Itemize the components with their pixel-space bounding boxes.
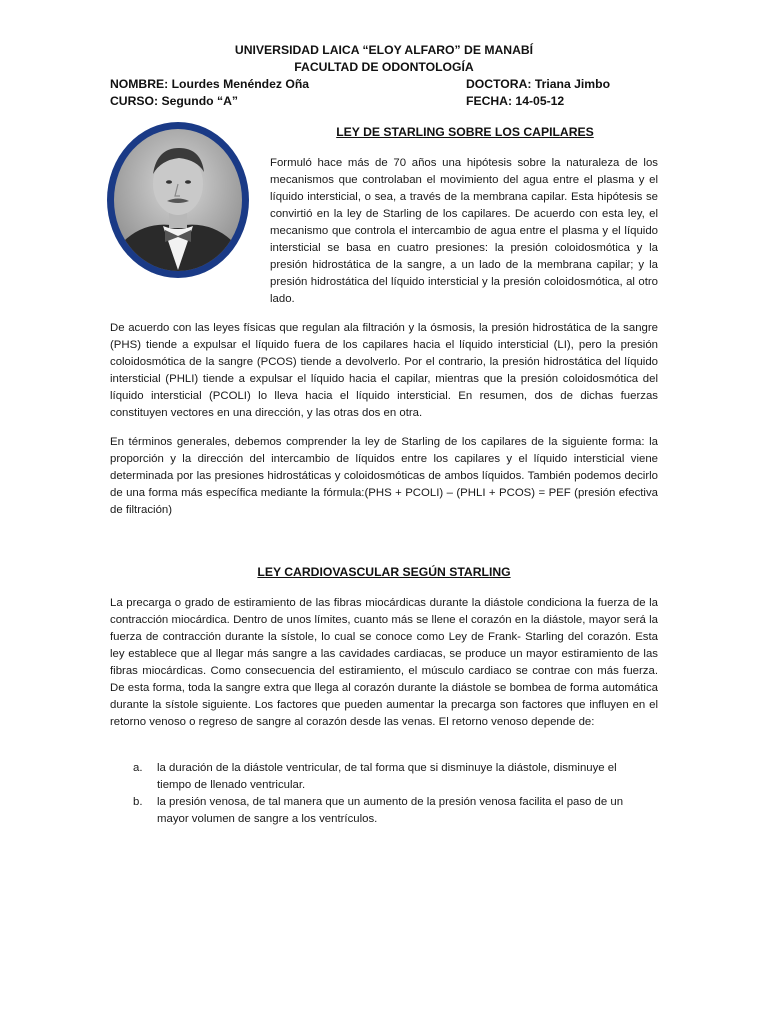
portrait-illustration [107,122,249,278]
list-item-text: la presión venosa, de tal manera que un aumento de la presión venosa facilita el paso de un mayor volumen de sangre a los ventrículos. [157,796,624,825]
paragraph-pressures: De acuerdo con las leyes físicas que regulan ala filtración y la ósmosis, la presión hidrostática de la sangre (PHS) tiende a expulsar el líquido fuera de los capilares hacia el líquido intersticial (LI), pero la presión coloidosmótica de la sangre (PCOS) tiende a devolverlo. Por el contrario, la presión hidrostática del líquido intersticial (PHLI) tiende a expulsar el líquido hacia el capilar, mientras que la presión coloidosmótica del líquido intersticial (PCOLI) lo lleva hacia el líquido intersticial. En resumen, dos de dichas fuerzas constituyen vectores en una dirección, y las otras dos en otra. [110,322,658,419]
list-marker: b. [133,796,143,808]
portrait-image [107,122,249,278]
list-item [133,760,641,794]
course: CURSO: Segundo “A” [110,94,238,108]
paragraph-frank-starling: La precarga o grado de estiramiento de las fibras miocárdicas durante la diástole condiciona la fuerza de la contracción miocárdica. Dentro de unos límites, cuanto más se llene el corazón en la diástole, mayor será la fuerza de contracción durante la sístole, lo cual se conoce como Ley de Frank- Starling del corazón. Esta ley establece que al llegar más sangre a las cavidades cardiacas, se produce un mayor estiramiento de las fibras miocárdicas. Como consecuencia del estiramiento, el músculo cardiaco se contrae con más fuerza. De esta forma, toda la sangre extra que llega al corazón durante la diástole se bombea de forma automática durante la sístole siguiente. Los factores que pueden aumentar la precarga son factores que influyen en el retorno venoso o regreso de sangre al corazón desde las venas. El retorno venoso depende de: [110,597,658,728]
list-item-text: la duración de la diástole ventricular, de tal forma que si disminuye la diástole, disminuye el tiempo de llenado ventricular. [157,762,617,791]
intro-paragraph: Formuló hace más de 70 años una hipótesis sobre la naturaleza de los mecanismos que controlaban el movimiento del agua entre el plasma y el líquido intersticial, o sea, a través de la membrana capilar. Esta hipótesis se convirtió en la ley de Starling de los capilares. De acuerdo con esta ley, el mecanismo que controla el intercambio de agua entre el plasma y el líquido intersticial se basa en cuatro presiones: la presión coloidosmótica y la presión hidrostática de la sangre, a un lado de la membrana capilar; y la presión hidrostática del líquido intersticial y la presión coloidosmótica, al otro lado. [270,157,658,305]
factors-list [133,760,641,828]
faculty-name: FACULTAD DE ODONTOLOGÍA [294,60,474,74]
document-header [110,42,658,110]
paragraph-formula: En términos generales, debemos comprender la ley de Starling de los capilares de la siguiente forma: la proporción y la dirección del intercambio de líquidos entre los capilares y el líquido intersticial viene determinada por las presiones hidrostáticas y coloidosmóticas de ambos líquidos. También podemos decirlo de una forma más específica mediante la fórmula:(PHS + PCOLI) – (PHLI + PCOS) = PEF (presión efectiva de filtración) [110,436,658,516]
doctor-name: DOCTORA: Triana Jimbo [466,77,611,91]
student-name: NOMBRE: Lourdes Menéndez Oña [110,77,310,91]
date: FECHA: 14-05-12 [466,94,565,108]
header-row-1 [110,76,658,93]
header-row-2 [110,93,658,110]
section-title-capillaries: LEY DE STARLING SOBRE LOS CAPILARES [336,125,594,139]
list-marker: a. [133,762,143,774]
university-name: UNIVERSIDAD LAICA “ELOY ALFARO” DE MANABÍ [234,43,534,57]
section-title-cardiovascular: LEY CARDIOVASCULAR SEGÚN STARLING [257,565,511,579]
list-item [133,794,641,828]
